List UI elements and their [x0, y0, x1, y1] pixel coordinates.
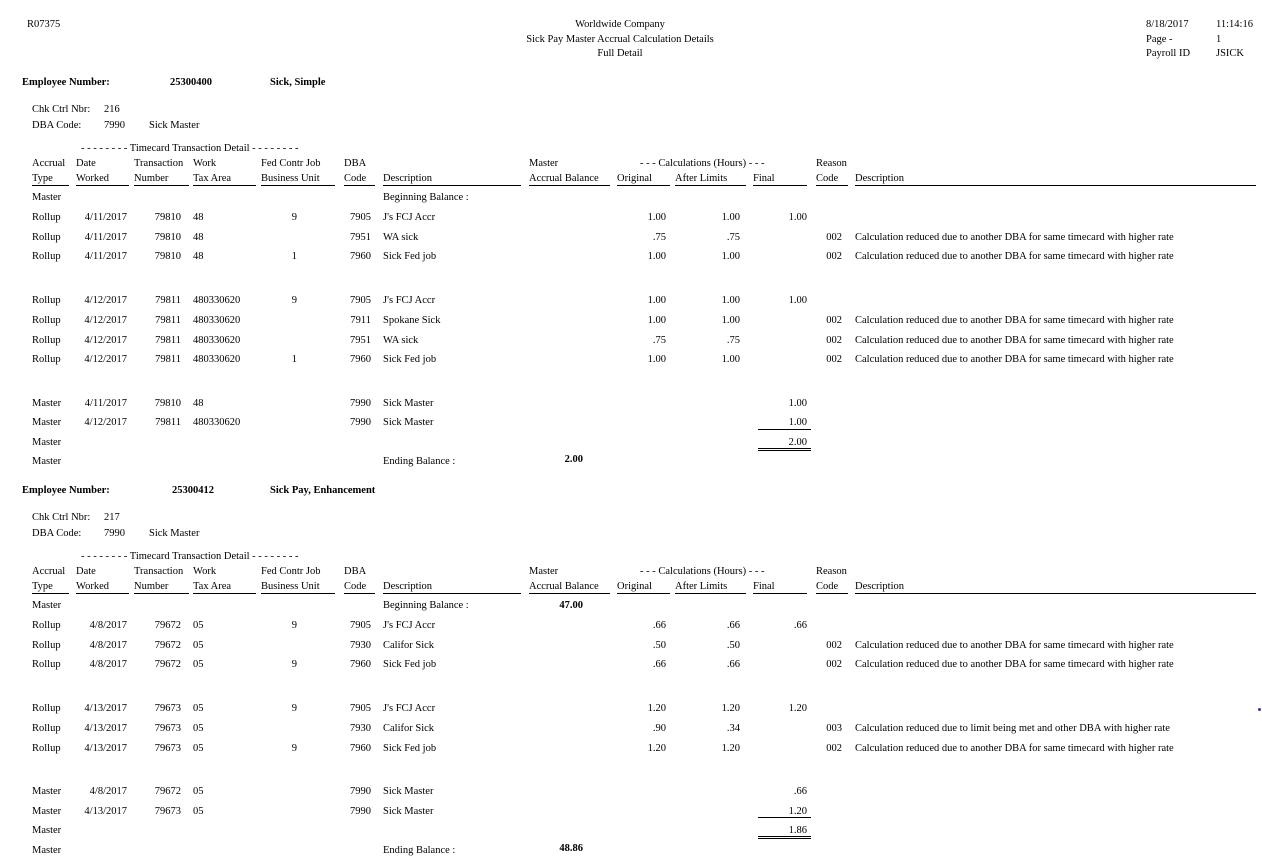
row-original: 1.00 [647, 295, 666, 307]
row-work-tax-area: 05 [193, 620, 204, 631]
master-row-transaction-number: 79810 [154, 397, 181, 409]
page-label: Page - [1146, 34, 1173, 45]
column-header-underline [134, 185, 189, 186]
row-description: J's FCJ Accr [383, 295, 436, 307]
row-work-tax-area: 05 [193, 639, 204, 651]
report-subtitle: Full Detail [597, 48, 643, 59]
timecard-detail-heading: - - - - - - - - Timecard Transaction Detail - - - - - - - - [81, 143, 299, 154]
col-accrual-type: Type [32, 581, 53, 592]
row-reason-code: 002 [826, 354, 842, 366]
row-dba-code: 7960 [350, 251, 371, 263]
col-reason-code: Reason [816, 566, 847, 577]
row-reason-code: 002 [826, 639, 842, 651]
payroll-id-label: Payroll ID [1146, 48, 1191, 59]
col-business-unit: Business Unit [261, 173, 320, 184]
row-original: .90 [652, 722, 666, 734]
col-date-worked: Worked [76, 581, 109, 592]
row-business-unit: 9 [291, 703, 297, 715]
col-master-accrual-balance: Accrual Balance [529, 581, 599, 592]
dba-code: 7990 [104, 528, 125, 539]
col-description: Description [383, 581, 432, 592]
column-header-underline [529, 185, 610, 186]
row-accrual-type: Rollup [32, 703, 61, 715]
beginning-balance-label: Beginning Balance : [383, 192, 469, 203]
row-dba-code: 7960 [350, 354, 371, 366]
row-accrual-type: Rollup [32, 354, 61, 366]
row-final: 1.20 [788, 703, 807, 715]
master-row-work-tax-area: 480330620 [193, 417, 241, 429]
row-after-limits: 1.20 [721, 703, 740, 715]
total-row-accrual-type: Master [32, 436, 62, 448]
row-work-tax-area: 48 [193, 212, 204, 223]
double-underline [758, 448, 811, 451]
master-row-date-worked: 4/11/2017 [84, 397, 127, 409]
row-accrual-type: Rollup [32, 231, 61, 243]
column-header-underline [32, 185, 69, 186]
total-underline [758, 817, 811, 818]
col-after-limits: After Limits [675, 581, 728, 592]
row-after-limits: 1.20 [721, 742, 740, 754]
row-reason-description: Calculation reduced due to another DBA for same timecard with higher rate [855, 639, 1174, 651]
row-after-limits: .75 [726, 231, 740, 243]
master-row-transaction-number: 79811 [155, 417, 181, 429]
master-row-date-worked: 4/8/2017 [89, 786, 127, 798]
col-work-tax-area: Work [193, 158, 217, 169]
column-header-underline [816, 185, 848, 186]
row-accrual-type: Rollup [32, 212, 61, 223]
row-description: J's FCJ Accr [383, 620, 436, 631]
row-work-tax-area: 05 [193, 742, 204, 754]
row-accrual-type: Master [32, 600, 62, 611]
row-date-worked: 4/12/2017 [84, 295, 127, 307]
master-row-description: Sick Master [383, 805, 434, 817]
row-final: 1.00 [788, 212, 807, 223]
report-id: R07375 [27, 19, 61, 30]
col-transaction-number: Number [134, 173, 169, 184]
col-transaction-number: Number [134, 581, 169, 592]
column-header-underline [344, 593, 375, 594]
row-transaction-number: 79673 [154, 703, 181, 715]
payroll-id: JSICK [1216, 48, 1245, 59]
chk-ctrl-label: Chk Ctrl Nbr: [32, 104, 91, 115]
master-row-work-tax-area: 05 [193, 805, 204, 817]
row-original: 1.00 [647, 212, 666, 223]
row-date-worked: 4/13/2017 [84, 703, 127, 715]
column-header-underline [617, 593, 670, 594]
master-row-final: .66 [793, 786, 807, 798]
row-dba-code: 7930 [350, 639, 371, 651]
row-description: Sick Fed job [383, 659, 437, 671]
col-reason-code: Code [816, 173, 839, 184]
master-row-transaction-number: 79672 [154, 786, 181, 798]
row-reason-code: 002 [826, 314, 842, 326]
row-transaction-number: 79672 [154, 639, 181, 651]
col-fed-contr-job: Fed Contr Job [261, 566, 321, 577]
row-dba-code: 7930 [350, 722, 371, 734]
row-date-worked: 4/11/2017 [84, 231, 127, 243]
row-date-worked: 4/8/2017 [89, 659, 127, 671]
master-row-final: 1.20 [788, 805, 807, 817]
column-header-underline [32, 593, 69, 594]
beginning-balance-value: 47.00 [559, 600, 583, 611]
row-reason-description: Calculation reduced due to another DBA for same timecard with higher rate [855, 742, 1174, 754]
row-original: 1.00 [647, 251, 666, 263]
col-date-worked: Date [76, 566, 96, 577]
col-after-limits: After Limits [675, 173, 728, 184]
ending-row-accrual-type: Master [32, 456, 62, 468]
row-reason-description: Calculation reduced due to another DBA for same timecard with higher rate [855, 251, 1174, 263]
col-transaction-number: Transaction [134, 566, 184, 577]
row-transaction-number: 79811 [155, 314, 181, 326]
row-transaction-number: 79811 [155, 295, 181, 307]
column-header-underline [617, 185, 670, 186]
ending-balance-value: 2.00 [564, 454, 583, 466]
row-original: 1.00 [647, 354, 666, 366]
col-reason-description: Description [855, 581, 904, 592]
row-date-worked: 4/8/2017 [89, 620, 127, 631]
row-after-limits: .34 [726, 722, 740, 734]
column-header-underline [383, 185, 521, 186]
col-work-tax-area: Tax Area [193, 581, 232, 592]
employee-name: Sick, Simple [270, 77, 326, 88]
row-accrual-type: Rollup [32, 295, 61, 307]
total-underline [758, 429, 811, 430]
row-date-worked: 4/11/2017 [84, 212, 127, 223]
col-reason-code: Code [816, 581, 839, 592]
col-reason-description: Description [855, 173, 904, 184]
row-dba-code: 7960 [350, 659, 371, 671]
row-work-tax-area: 48 [193, 251, 204, 263]
master-row-dba-code: 7990 [350, 417, 371, 429]
row-description: Sick Fed job [383, 742, 437, 754]
master-row-accrual-type: Master [32, 417, 62, 429]
employee-number-label: Employee Number: [22, 485, 110, 496]
row-accrual-type: Rollup [32, 639, 61, 651]
column-header-underline [76, 185, 129, 186]
column-header-underline [675, 593, 746, 594]
dba-code-label: DBA Code: [32, 120, 82, 131]
page-number: 1 [1216, 34, 1222, 45]
row-transaction-number: 79672 [154, 659, 181, 671]
row-dba-code: 7905 [350, 620, 371, 631]
row-description: Califor Sick [383, 722, 435, 734]
row-business-unit: 9 [291, 295, 297, 307]
col-final: Final [753, 173, 775, 184]
row-original: .66 [652, 659, 666, 671]
master-row-accrual-type: Master [32, 397, 62, 409]
col-work-tax-area: Tax Area [193, 173, 232, 184]
col-master-accrual-balance: Accrual Balance [529, 173, 599, 184]
row-after-limits: 1.00 [721, 295, 740, 307]
master-row-dba-code: 7990 [350, 786, 371, 798]
row-transaction-number: 79673 [154, 722, 181, 734]
row-after-limits: .66 [726, 620, 740, 631]
row-description: WA sick [383, 334, 419, 346]
row-accrual-type: Rollup [32, 334, 61, 346]
col-original: Original [617, 173, 652, 184]
report-time: 11:14:16 [1216, 19, 1253, 30]
col-accrual-type: Accrual [32, 566, 66, 577]
row-description: J's FCJ Accr [383, 212, 436, 223]
row-description: Sick Fed job [383, 354, 437, 366]
column-header-underline [855, 593, 1256, 594]
chk-ctrl-number: 217 [104, 512, 120, 523]
row-work-tax-area: 05 [193, 722, 204, 734]
row-transaction-number: 79673 [154, 742, 181, 754]
row-original: 1.20 [647, 703, 666, 715]
row-work-tax-area: 480330620 [193, 295, 241, 307]
row-work-tax-area: 05 [193, 659, 204, 671]
row-work-tax-area: 480330620 [193, 334, 241, 346]
column-header-underline [753, 593, 807, 594]
row-original: .75 [652, 334, 666, 346]
row-transaction-number: 79811 [155, 334, 181, 346]
marker-dot [1258, 708, 1261, 711]
row-original: 1.00 [647, 314, 666, 326]
master-row-description: Sick Master [383, 786, 434, 798]
employee-name: Sick Pay, Enhancement [270, 485, 376, 496]
column-header-underline [76, 593, 129, 594]
row-original: .66 [652, 620, 666, 631]
row-description: WA sick [383, 231, 419, 243]
col-fed-contr-job: Fed Contr Job [261, 158, 321, 169]
master-row-work-tax-area: 48 [193, 397, 204, 409]
col-original: Original [617, 581, 652, 592]
col-master-accrual-balance: Master [529, 158, 559, 169]
calculations-heading: - - - Calculations (Hours) - - - [640, 158, 765, 169]
col-reason-code: Reason [816, 158, 847, 169]
row-original: .75 [652, 231, 666, 243]
dba-name: Sick Master [149, 120, 200, 131]
col-date-worked: Worked [76, 173, 109, 184]
row-accrual-type: Rollup [32, 314, 61, 326]
row-original: 1.20 [647, 742, 666, 754]
col-dba-code: DBA [344, 566, 367, 577]
row-dba-code: 7960 [350, 742, 371, 754]
row-transaction-number: 79810 [154, 231, 181, 243]
row-reason-code: 002 [826, 231, 842, 243]
beginning-balance-label: Beginning Balance : [383, 600, 469, 611]
row-reason-description: Calculation reduced due to another DBA for same timecard with higher rate [855, 354, 1174, 366]
employee-number-label: Employee Number: [22, 77, 110, 88]
col-description: Description [383, 173, 432, 184]
row-final: .66 [793, 620, 807, 631]
row-after-limits: 1.00 [721, 314, 740, 326]
master-row-final: 1.00 [788, 397, 807, 409]
column-header-underline [344, 185, 375, 186]
row-reason-description: Calculation reduced due to limit being met and other DBA with higher rate [855, 722, 1170, 734]
row-after-limits: .66 [726, 659, 740, 671]
col-date-worked: Date [76, 158, 96, 169]
row-accrual-type: Rollup [32, 742, 61, 754]
row-dba-code: 7951 [350, 231, 371, 243]
col-transaction-number: Transaction [134, 158, 184, 169]
double-underline [758, 836, 811, 839]
master-row-description: Sick Master [383, 417, 434, 429]
row-work-tax-area: 480330620 [193, 314, 241, 326]
report-title: Sick Pay Master Accrual Calculation Details [526, 34, 714, 45]
ending-balance-value: 48.86 [559, 842, 583, 854]
row-work-tax-area: 48 [193, 231, 204, 243]
row-dba-code: 7905 [350, 212, 371, 223]
column-header-underline [261, 185, 335, 186]
row-work-tax-area: 05 [193, 703, 204, 715]
chk-ctrl-number: 216 [104, 104, 120, 115]
column-header-underline [855, 185, 1256, 186]
column-header-underline [383, 593, 521, 594]
ending-balance-label: Ending Balance : [383, 456, 456, 468]
row-after-limits: .75 [726, 334, 740, 346]
row-accrual-type: Rollup [32, 722, 61, 734]
row-business-unit: 9 [291, 212, 297, 223]
row-reason-description: Calculation reduced due to another DBA for same timecard with higher rate [855, 659, 1174, 671]
row-transaction-number: 79810 [154, 251, 181, 263]
master-row-date-worked: 4/12/2017 [84, 417, 127, 429]
col-accrual-type: Accrual [32, 158, 66, 169]
master-row-work-tax-area: 05 [193, 786, 204, 798]
row-reason-description: Calculation reduced due to another DBA for same timecard with higher rate [855, 231, 1174, 243]
col-dba-code: Code [344, 173, 367, 184]
total-final: 1.86 [788, 825, 807, 837]
row-transaction-number: 79811 [155, 354, 181, 366]
row-date-worked: 4/13/2017 [84, 722, 127, 734]
row-accrual-type: Rollup [32, 659, 61, 671]
row-dba-code: 7951 [350, 334, 371, 346]
col-master-accrual-balance: Master [529, 566, 559, 577]
column-header-underline [193, 593, 256, 594]
row-description: Califor Sick [383, 639, 435, 651]
ending-balance-label: Ending Balance : [383, 844, 456, 856]
row-accrual-type: Rollup [32, 620, 61, 631]
master-row-dba-code: 7990 [350, 397, 371, 409]
row-reason-code: 002 [826, 742, 842, 754]
column-header-underline [134, 593, 189, 594]
master-row-accrual-type: Master [32, 786, 62, 798]
row-date-worked: 4/12/2017 [84, 334, 127, 346]
row-reason-code: 002 [826, 251, 842, 263]
col-dba-code: Code [344, 581, 367, 592]
row-reason-code: 003 [826, 722, 842, 734]
col-accrual-type: Type [32, 173, 53, 184]
row-description: J's FCJ Accr [383, 703, 436, 715]
row-business-unit: 9 [291, 742, 297, 754]
col-work-tax-area: Work [193, 566, 217, 577]
row-transaction-number: 79810 [154, 212, 181, 223]
col-dba-code: DBA [344, 158, 367, 169]
dba-code-label: DBA Code: [32, 528, 82, 539]
row-description: Sick Fed job [383, 251, 437, 263]
column-header-underline [261, 593, 335, 594]
row-reason-description: Calculation reduced due to another DBA for same timecard with higher rate [855, 334, 1174, 346]
total-row-accrual-type: Master [32, 825, 62, 837]
row-business-unit: 9 [291, 659, 297, 671]
master-row-date-worked: 4/13/2017 [84, 805, 127, 817]
row-transaction-number: 79672 [154, 620, 181, 631]
row-dba-code: 7911 [350, 314, 371, 326]
row-after-limits: 1.00 [721, 251, 740, 263]
row-business-unit: 9 [291, 620, 297, 631]
calculations-heading: - - - Calculations (Hours) - - - [640, 566, 765, 577]
row-date-worked: 4/12/2017 [84, 354, 127, 366]
master-row-description: Sick Master [383, 397, 434, 409]
row-accrual-type: Master [32, 192, 62, 203]
employee-number: 25300400 [170, 77, 212, 88]
row-description: Spokane Sick [383, 314, 441, 326]
dba-name: Sick Master [149, 528, 200, 539]
ending-row-accrual-type: Master [32, 844, 62, 856]
employee-number: 25300412 [172, 485, 214, 496]
row-reason-description: Calculation reduced due to another DBA for same timecard with higher rate [855, 314, 1174, 326]
chk-ctrl-label: Chk Ctrl Nbr: [32, 512, 91, 523]
row-original: .50 [652, 639, 666, 651]
row-after-limits: 1.00 [721, 354, 740, 366]
row-after-limits: .50 [726, 639, 740, 651]
total-final: 2.00 [788, 436, 807, 448]
row-date-worked: 4/11/2017 [84, 251, 127, 263]
master-row-transaction-number: 79673 [154, 805, 181, 817]
row-date-worked: 4/13/2017 [84, 742, 127, 754]
column-header-underline [193, 185, 256, 186]
row-dba-code: 7905 [350, 703, 371, 715]
row-reason-code: 002 [826, 334, 842, 346]
master-row-accrual-type: Master [32, 805, 62, 817]
col-business-unit: Business Unit [261, 581, 320, 592]
row-final: 1.00 [788, 295, 807, 307]
timecard-detail-heading: - - - - - - - - Timecard Transaction Detail - - - - - - - - [81, 551, 299, 562]
row-reason-code: 002 [826, 659, 842, 671]
row-accrual-type: Rollup [32, 251, 61, 263]
column-header-underline [753, 185, 807, 186]
row-dba-code: 7905 [350, 295, 371, 307]
company-name: Worldwide Company [575, 19, 665, 30]
row-work-tax-area: 480330620 [193, 354, 241, 366]
dba-code: 7990 [104, 120, 125, 131]
master-row-final: 1.00 [788, 417, 807, 429]
report-date: 8/18/2017 [1146, 19, 1189, 30]
row-business-unit: 1 [291, 251, 297, 263]
row-date-worked: 4/12/2017 [84, 314, 127, 326]
row-business-unit: 1 [291, 354, 297, 366]
column-header-underline [816, 593, 848, 594]
col-final: Final [753, 581, 775, 592]
master-row-dba-code: 7990 [350, 805, 371, 817]
column-header-underline [529, 593, 610, 594]
row-date-worked: 4/8/2017 [89, 639, 127, 651]
column-header-underline [675, 185, 746, 186]
row-after-limits: 1.00 [721, 212, 740, 223]
